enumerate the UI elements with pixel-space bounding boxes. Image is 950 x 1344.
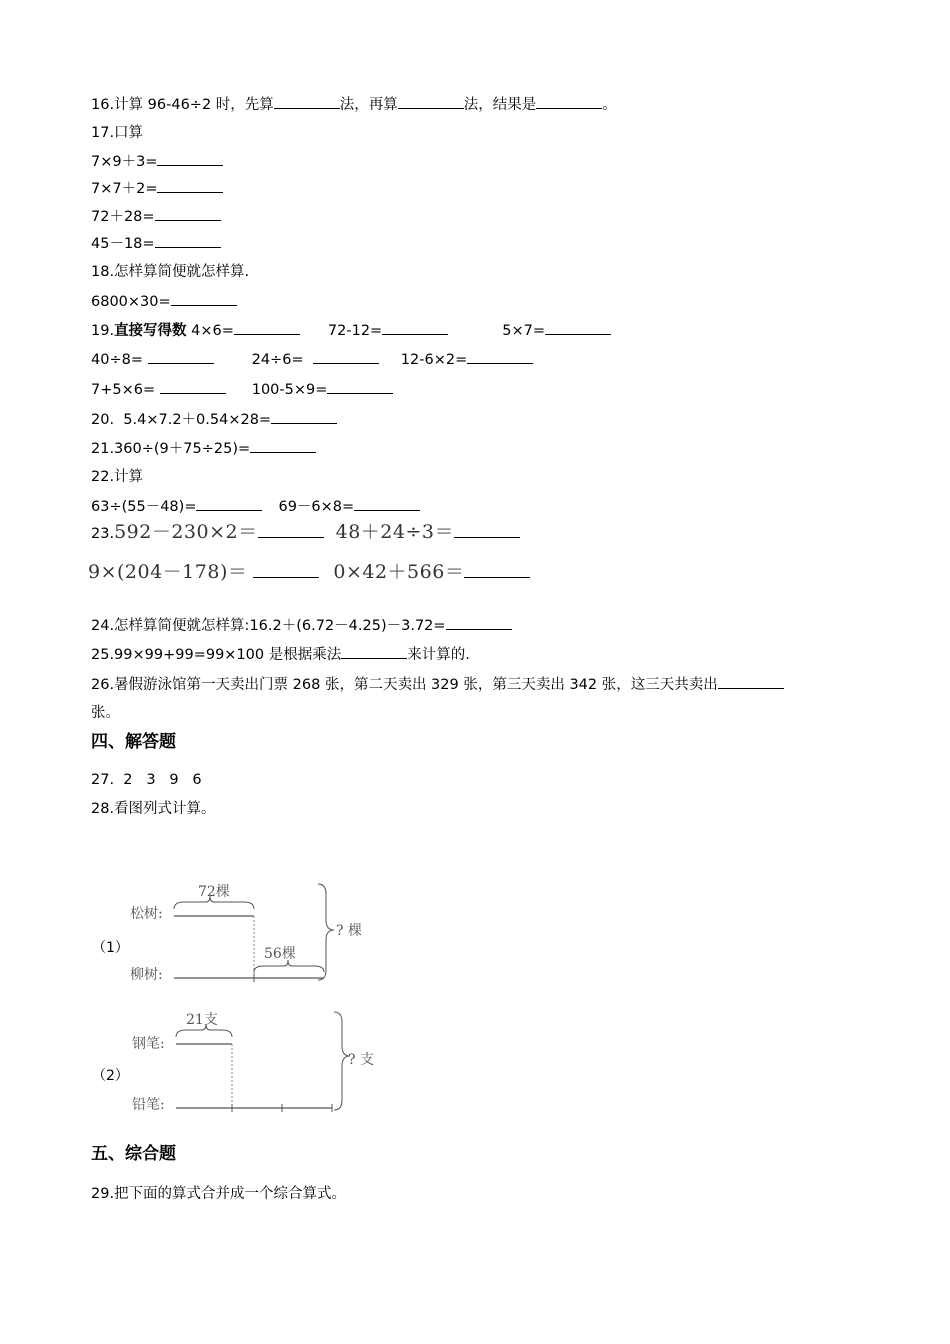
answer-blank[interactable] — [718, 674, 784, 689]
answer-blank[interactable] — [155, 233, 221, 248]
question-19-row-2: 40÷8= 24÷6= 12-6×2= — [91, 349, 533, 370]
answer-blank[interactable] — [196, 496, 262, 511]
question-27: 27. 2 3 9 6 — [91, 772, 202, 788]
answer-blank[interactable] — [536, 94, 602, 109]
question-19-row-3: 7+5×6= 100-5×9= — [91, 379, 393, 400]
row-label-willow: 柳树: — [130, 967, 163, 983]
answer-blank[interactable] — [157, 151, 223, 166]
row-label-pine: 松树: — [130, 906, 163, 922]
answer-blank[interactable] — [253, 563, 319, 578]
question-23-row-1: 23.592－230×2＝ 48＋24÷3＝ — [91, 522, 520, 544]
question-29: 29.把下面的算式合并成一个综合算式。 — [91, 1186, 347, 1202]
answer-blank[interactable] — [155, 206, 221, 221]
top-brace-label: 21支 — [186, 1012, 218, 1028]
answer-blank[interactable] — [382, 320, 448, 335]
top-brace-label: 72棵 — [198, 884, 230, 900]
answer-blank[interactable] — [148, 349, 214, 364]
question-19-row-1: 19.直接写得数 4×6= 72-12= 5×7= — [91, 320, 611, 341]
answer-blank[interactable] — [258, 523, 324, 538]
bottom-brace-label: 56棵 — [264, 946, 296, 962]
answer-blank[interactable] — [171, 291, 237, 306]
answer-blank[interactable] — [545, 320, 611, 335]
answer-blank[interactable] — [398, 94, 464, 109]
answer-blank[interactable] — [341, 644, 407, 659]
section-heading: 四、解答题 — [91, 732, 176, 752]
answer-blank[interactable] — [327, 379, 393, 394]
calc-item: 7×9＋3= — [91, 151, 223, 172]
question-17-title: 17.口算 — [91, 125, 144, 141]
answer-blank[interactable] — [446, 615, 512, 630]
right-brace — [318, 884, 334, 980]
question-16: 16.计算 96-46÷2 时，先算 法，再算 法，结果是 。 — [91, 94, 617, 115]
section-heading: 五、综合题 — [91, 1144, 176, 1164]
answer-blank[interactable] — [464, 563, 530, 578]
answer-blank[interactable] — [271, 409, 337, 424]
figure-2-diagram — [92, 1008, 402, 1118]
answer-blank[interactable] — [234, 320, 300, 335]
row-label-pen: 钢笔: — [132, 1036, 165, 1052]
answer-blank[interactable] — [454, 523, 520, 538]
question-24: 24.怎样算简便就怎样算:16.2＋(6.72－4.25)－3.72= — [91, 615, 512, 636]
calc-item: 72＋28= — [91, 206, 221, 227]
answer-blank[interactable] — [160, 379, 226, 394]
calc-item: 7×7＋2= — [91, 178, 223, 199]
question-28-title: 28.看图列式计算。 — [91, 801, 216, 817]
question-22-title: 22.计算 — [91, 469, 144, 485]
question-23-row-2: 9×(204－178)＝ 0×42＋566＝ — [88, 562, 530, 584]
question-20: 20. 5.4×7.2＋0.54×28= — [91, 409, 337, 430]
figure-1-label: （1） — [92, 940, 129, 956]
calc-item: 45－18= — [91, 233, 221, 254]
question-25: 25.99×99+99=99×100 是根据乘法 来计算的. — [91, 644, 470, 665]
calc-item: 6800×30= — [91, 291, 237, 312]
answer-blank[interactable] — [467, 349, 533, 364]
question-26-end: 张。 — [91, 705, 120, 721]
figure-2-label: （2） — [92, 1068, 129, 1084]
answer-blank[interactable] — [250, 438, 316, 453]
total-label: ? 棵 — [336, 923, 362, 939]
row-label-pencil: 铅笔: — [132, 1097, 165, 1113]
question-21: 21.360÷(9＋75÷25)= — [91, 438, 316, 459]
question-18-title: 18.怎样算简便就怎样算. — [91, 264, 250, 280]
answer-blank[interactable] — [274, 94, 340, 109]
figure-1-diagram — [92, 878, 392, 988]
question-22-items: 63÷(55－48)= 69－6×8= — [91, 496, 420, 517]
answer-blank[interactable] — [313, 349, 379, 364]
answer-blank[interactable] — [354, 496, 420, 511]
answer-blank[interactable] — [157, 178, 223, 193]
question-26: 26.暑假游泳馆第一天卖出门票 268 张，第二天卖出 329 张，第三天卖出 342 张，这三天共卖出 — [91, 674, 784, 695]
total-label: ? 支 — [348, 1052, 374, 1068]
